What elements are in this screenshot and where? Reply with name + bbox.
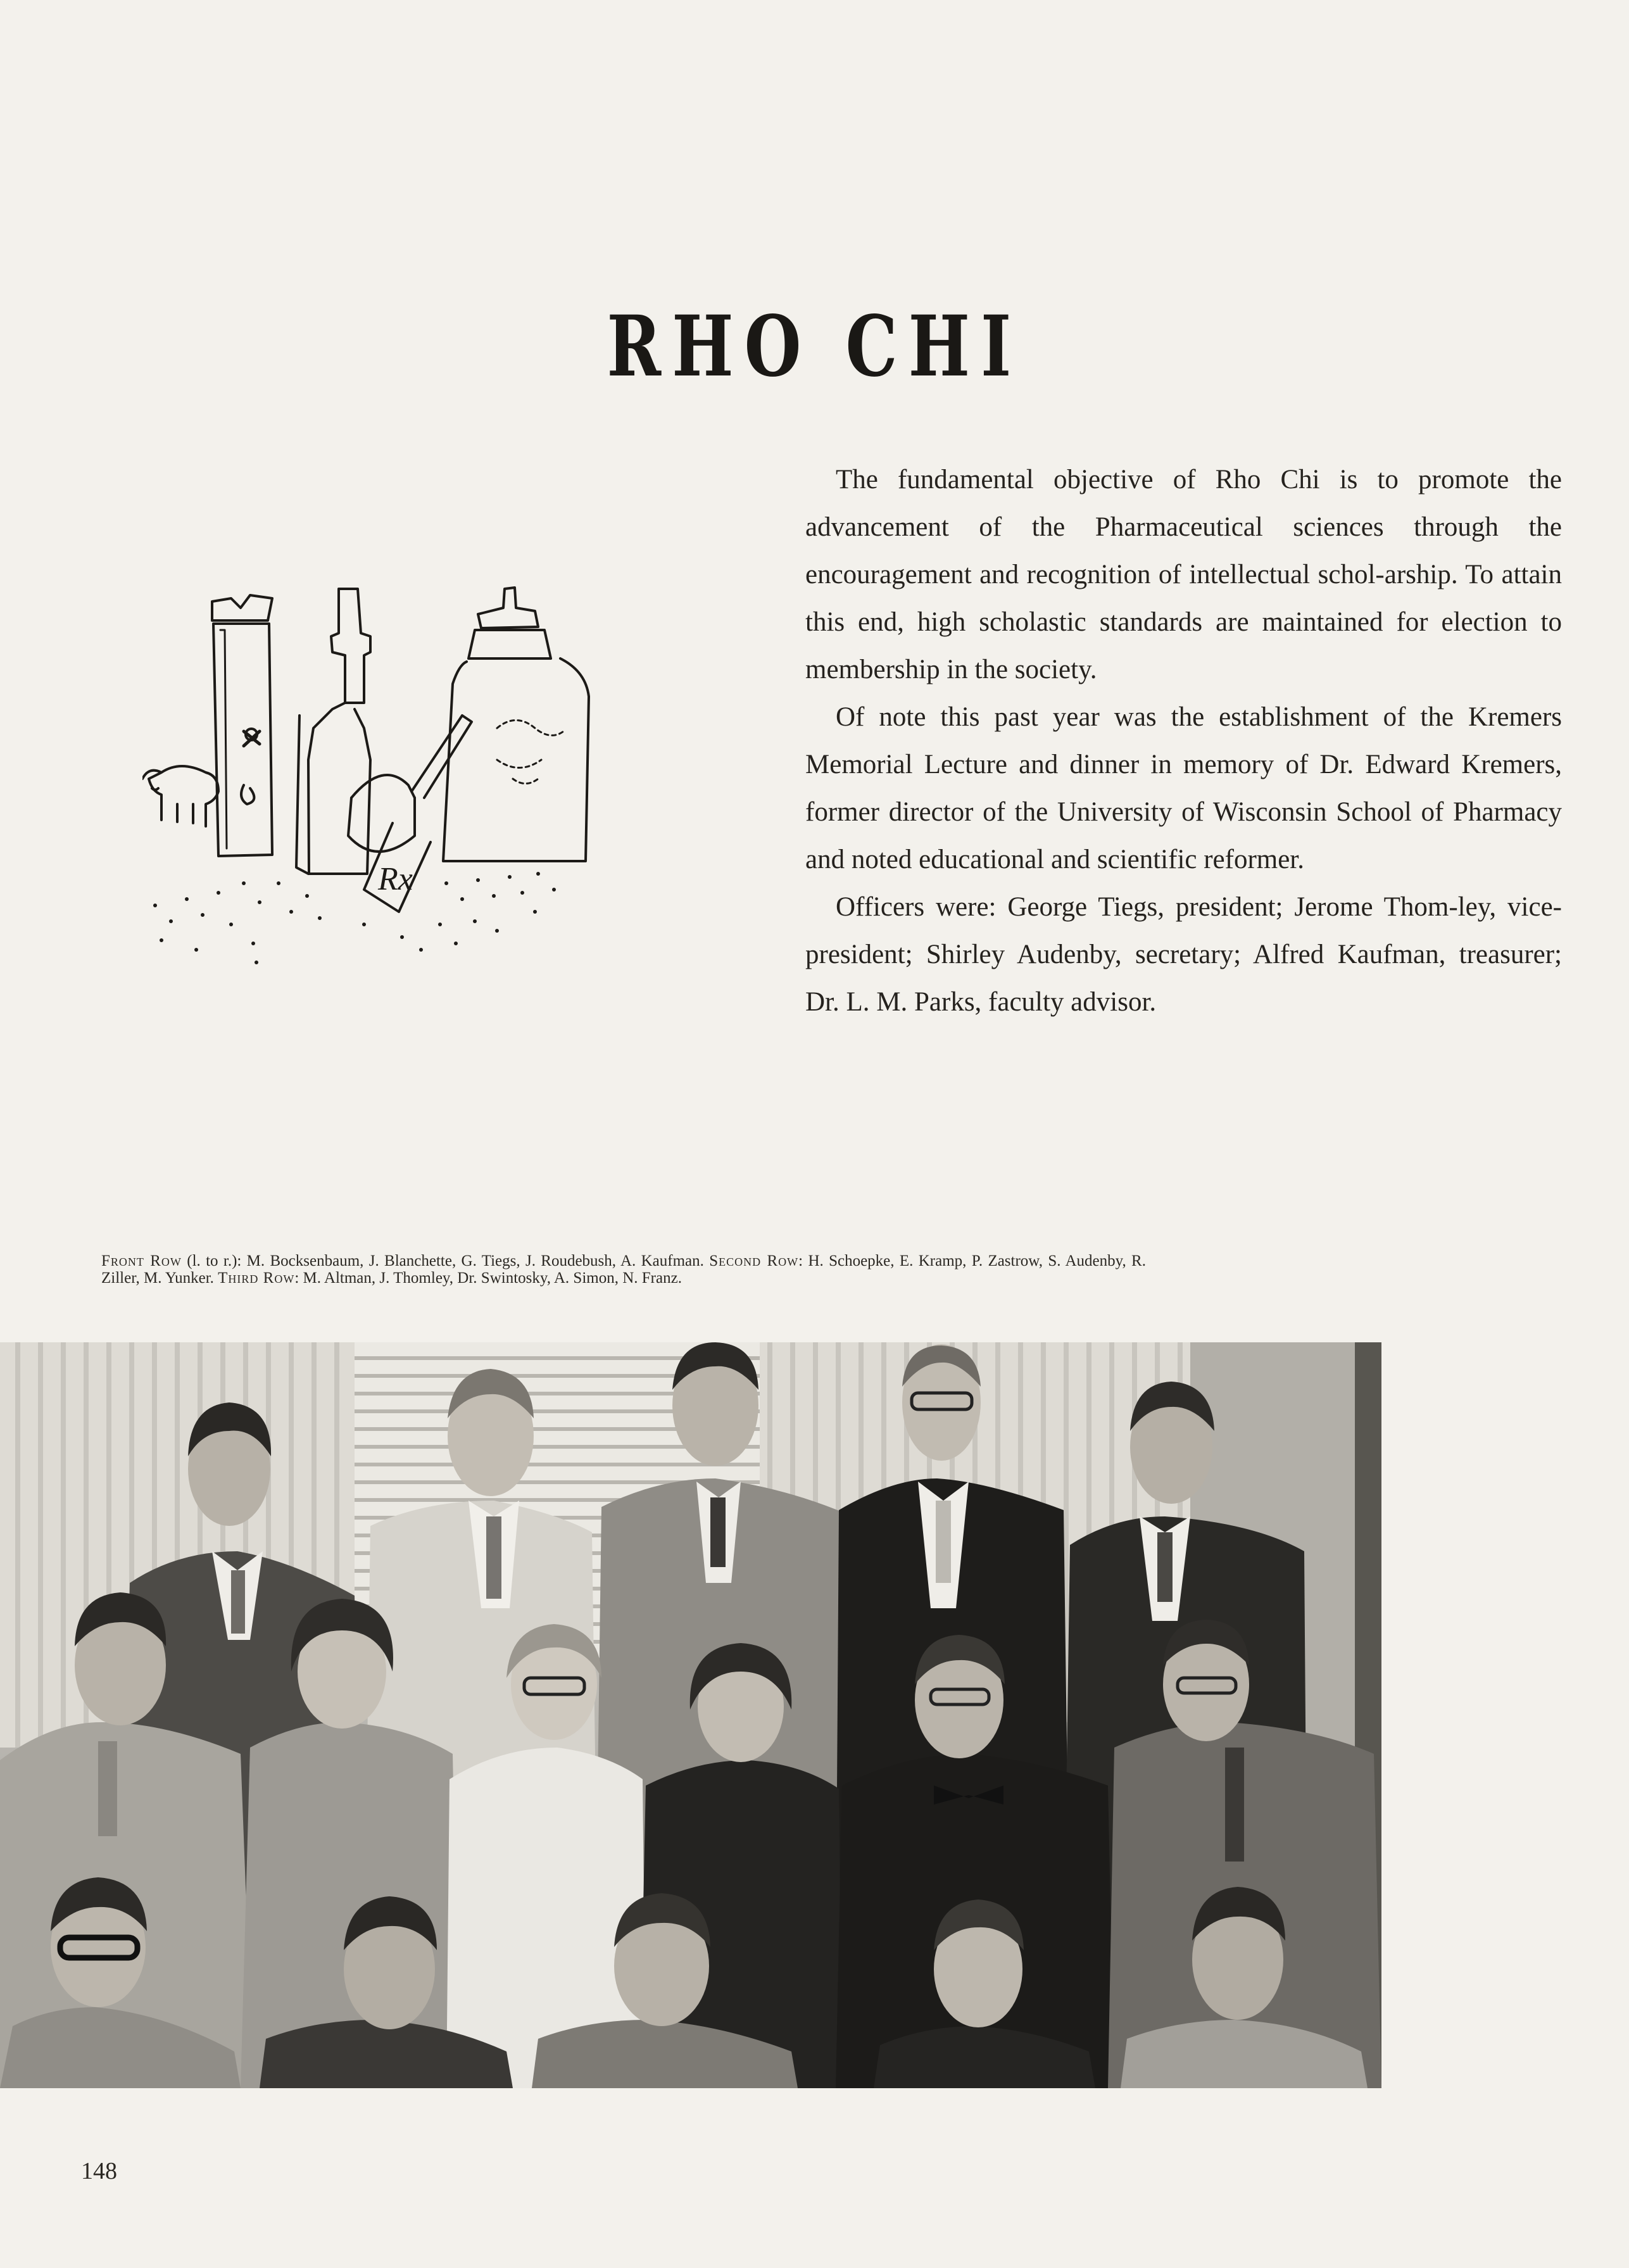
- caption-row-label: Second Row: [709, 1252, 799, 1269]
- pharmacy-sketch-icon: [142, 570, 611, 975]
- group-photo: [0, 1342, 1381, 2088]
- article-paragraph: Of note this past year was the establishment of the Kremers Memorial Lecture and dinner in memory of Dr. Edward Kremers, former director of the University of Wisconsin School of Pharmacy and noted educational and scientific reformer.: [805, 702, 1562, 874]
- caption-row-label: Front Row: [101, 1252, 182, 1269]
- page-number: 148: [81, 2158, 117, 2184]
- page-title: RHO CHI: [607, 298, 1022, 396]
- article-paragraph: Officers were: George Tiegs, president; Jerome Thom-ley, vice-president; Shirley Audenby, secretary; Alfred Kaufman, treasurer; Dr. L. M. Parks, faculty advisor.: [805, 892, 1562, 1017]
- caption-names: : M. Altman, J. Thomley, Dr. Swintosky, A. Simon, N. Franz.: [294, 1269, 682, 1287]
- photo-caption: [101, 1252, 1146, 1287]
- rx-label: Rx: [378, 861, 413, 897]
- caption-names: : H. Schoepke, E. Kramp, P. Zastrow, S. Audenby, R. Ziller, M. Yunker.: [101, 1252, 1146, 1287]
- group-photo-icon: [0, 1342, 1381, 2088]
- article-paragraph: The fundamental objective of Rho Chi is to promote the advancement of the Pharmaceutical sciences through the encouragement and recognition of intellectual schol-arship. To attain this end, high scholastic standards are maintained for election to membership in the society.: [805, 465, 1562, 684]
- caption-row-label: Third Row: [218, 1269, 295, 1287]
- article-body: [805, 456, 1562, 1026]
- caption-names: (l. to r.): M. Bocksenbaum, J. Blanchette, G. Tiegs, J. Roudebush, A. Kaufman.: [181, 1252, 710, 1269]
